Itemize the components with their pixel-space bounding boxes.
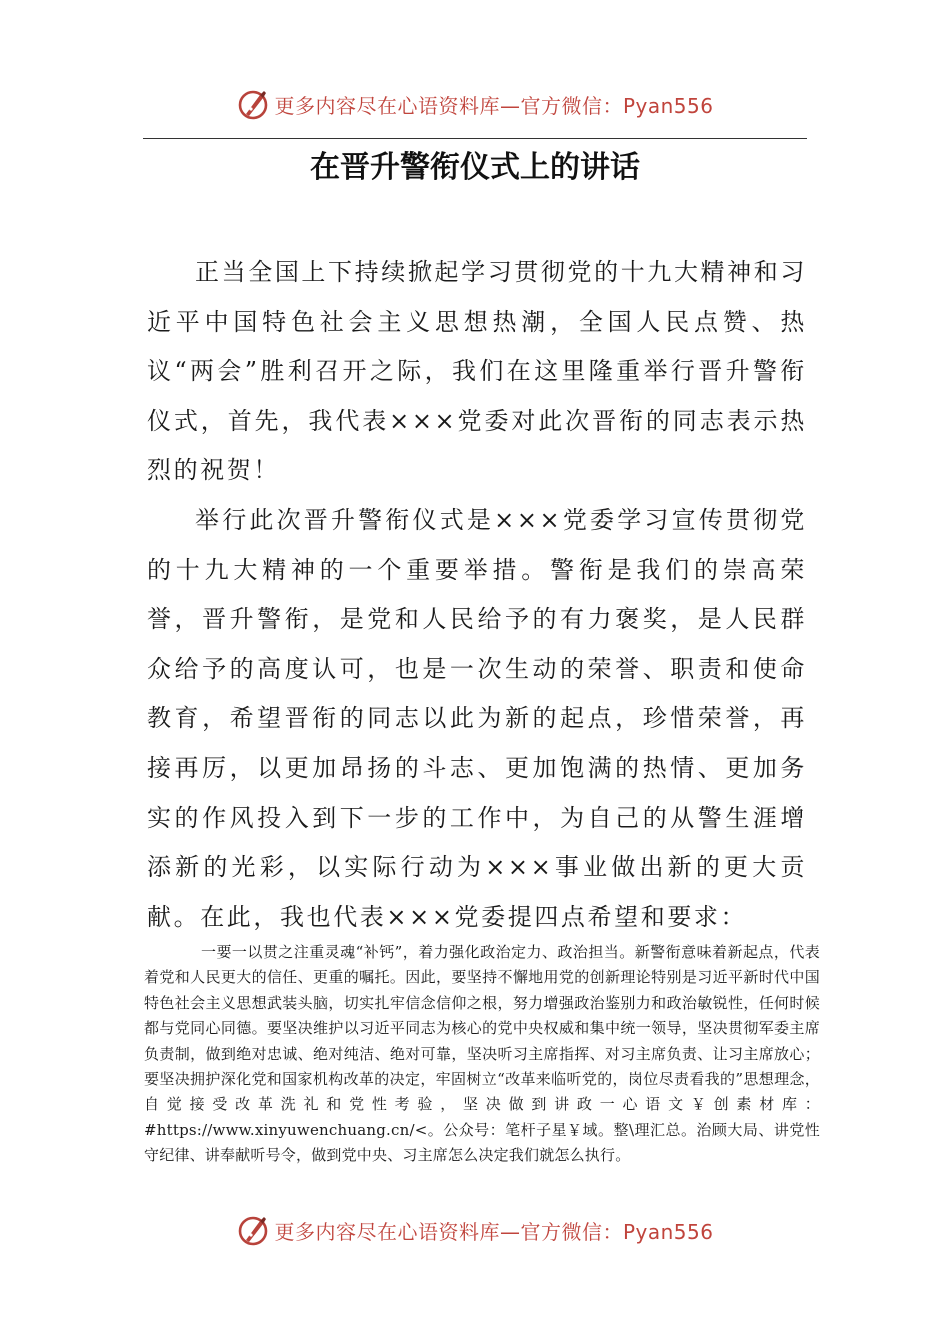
watermark-text: 更多内容尽在心语资料库—官方微信：Pyan556 (274, 93, 714, 118)
watermark-banner-bottom (0, 1210, 950, 1250)
small-paragraph: 一要一以贯之注重灵魂“补钙”，着力强化政治定力、政治担当。新警衔意味着新起点，代表着党和人民更大的信任、更重的嘱托。因此，要坚持不懈地用党的创新理论特别是习近平新时代中国特色社会主义思想武装头脑，切实扎牢信念信仰之根，努力增强政治鉴别力和政治敏锐性，任何时候都与党同心同德。要坚决维护以习近平同志为核心的党中央权威和集中统一领导，坚决贯彻军委主席负责制，做到绝对忠诚、绝对纯洁、绝对可靠，坚决听习主席指挥、对习主席负责、让习主席放心；要坚决拥护深化党和国家机构改革的决定，牢固树立“改革来临听党的，岗位尽责看我的”思想理念，自觉接受改革洗礼和党性考验，坚决做到讲政一心语文￥创素材库：#https://www.xinyuwenchuang.cn/<。公众号：笔杆子星￥域。整\理汇总。治顾大局、讲党性守纪律、讲奉献听号令，做到党中央、习主席怎么决定我们就怎么执行。 (144, 943, 820, 1165)
document-body (147, 248, 807, 942)
watermark-text: 更多内容尽在心语资料库—官方微信：Pyan556 (274, 1219, 714, 1244)
watermark-banner-top (0, 84, 950, 124)
paragraph: 举行此次晋升警衔仪式是×××党委学习宣传贯彻党的十九大精神的一个重要举措。警衔是我们的崇高荣誉，晋升警衔，是党和人民给予的有力褒奖，是人民群众给予的高度认可，也是一次生动的荣誉、职责和使命教育，希望晋衔的同志以此为新的起点，珍惜荣誉，再接再厉，以更加昂扬的斗志、更加饱满的热情、更加务实的作风投入到下一步的工作中，为自己的从警生涯增添新的光彩，以实际行动为×××事业做出新的更大贡献。在此，我也代表×××党委提四点希望和要求： (147, 505, 807, 931)
document-title: 在晋升警衔仪式上的讲话 (310, 150, 640, 185)
paragraph: 正当全国上下持续掀起学习贯彻党的十九大精神和习近平中国特色社会主义思想热潮，全国人民点赞、热议“两会”胜利召开之际，我们在这里隆重举行晋升警衔仪式，首先，我代表×××党委对此次晋衔的同志表示热烈的祝贺！ (147, 258, 807, 485)
small-print-section (144, 940, 820, 1169)
pen-nib-logo-icon (236, 1213, 270, 1247)
header-divider (143, 138, 807, 139)
pen-nib-logo-icon (236, 87, 270, 121)
